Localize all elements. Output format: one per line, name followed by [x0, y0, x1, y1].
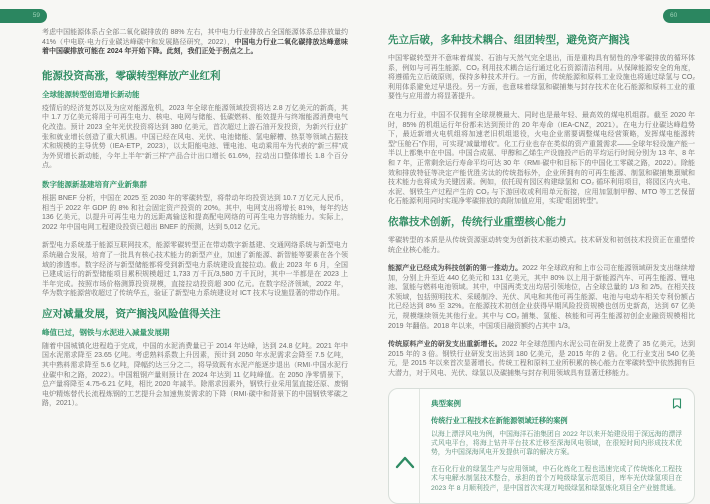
paragraph-new-power-system: 新型电力系统基于能源互联网技术，能源零碳转型正在带动数字新基建、交通网络系统与新型电力系统融合发展，培育了一批具有核心技术能力的新型产业，加速了新能源、新智能等要素在各个领域的渗透率。数字经济与新型储能都将受到新型电力系统建设直接拉动。截止 2023 年 6 月，全国已建成运行的新型储能项目累积规模超过 1,733 万千瓦/3,580 万千瓦时，其中一半都是在 2023 上半年完成。按照市场价格测算投资规模，直接拉动投资超 300 亿元。在数字经济领域，2022 年，华为数字能源营收超过了传统华五，验证了新型电力系统建设对 ICT 技术与设施显著的带动作用。	[42, 242, 348, 298]
sub-title-steel-cement-decline: 峰值已过，钢铁与水泥进入减量发展期	[42, 327, 170, 337]
paragraph-rest-energy-rd: 2022 年全球政府和上市公司在能源领域研发支出继续增加，分别上升至近 440 亿美元和 131 亿美元，其中 80% 以上用于新能源汽车、可再生能源、锂电池、氢能与燃料电池领域。其中，中国两类支出均居引领地位，占全球总量的 1/3 和 2/5。在相关技术领域，包括照明技术、采暖制冷、光伏、风电和其他可再生能源、电池与电动车相关专利份额占比已经达到 8% 至 32%。在能源技术初创企业获得早期风险投资规模也创历史新高，达到 67 亿美元，规模继续领先其他行业。其中与 CO₂ 捕集、氢能、核能和可再生能源初创企业融资规模相比 2019 年翻倍。2018 年以来，中国项目融资额约占其中 1/3。	[388, 265, 695, 330]
paragraph-materials-rd-spending	[388, 340, 695, 378]
case-box-header	[431, 398, 682, 409]
sub-title-global-energy-transition: 全球能源转型创造增长新动能	[42, 89, 140, 99]
section-title-tech-innovation: 依靠技术创新，传统行业重塑核心能力	[388, 215, 567, 228]
page-right	[355, 0, 710, 501]
paragraph-bnef-analysis: 根据 BNEF 分析，中国在 2025 至 2030 年的零碳转型，将带动年均投资达到 10.7 万亿元人民币，相当于 2022 年 GDP 的 8% 和社会固定资产投资的 20%。其中，电网支出将增长 81%，每年约达 136 亿美元，以提升可再生电力的远距离输送和提高配电网络的可再生电力容纳能力。实际上，2022 年中国电网工程建设投资已超出 BNEF 的预测，达到 5,012 亿元。	[42, 194, 348, 231]
section-title-energy-investment: 能源投资高涨，零碳转型释放产业红利	[42, 69, 221, 82]
right-page-content	[388, 28, 695, 504]
page-number-left: 59	[32, 12, 40, 19]
paragraph-energy-rd-spending	[388, 264, 695, 331]
page-number-right: 60	[670, 12, 678, 19]
paragraph-innovation-intro: 零碳转型的本质是从传统资源驱动转变为创新技术驱动模式。技术研发和初创技术投资正在重塑传统企业核心能力。	[388, 236, 695, 254]
paragraph-power-chemical-assets: 在电力行业，中国不仅拥有全球规模最大、同时也是最年轻、最高效的煤电机组群。截至 2020 年时，85% 的机组运行年份都未达到预计的 20 年寿命（IEA-CNZ，2021）。在电力行业碳达峰趋势下，最近新增火电机组将加速老旧机组退役，火电企业需要调整煤电经营策略，发挥煤电能源转型“压舱石”作用，可实现“减量增收”。化工行业也存在类似的资产重置需求——全球年轻设施产能一半以上都集中在中国。中国合成氨、甲醇和乙烯生产设施投产后的平均运行时间分别为 13 年、8 年和 7 年，正常剩余运行寿命平均可达 30 年（RMI·碳中和目标下的中国化工零碳之路，2022）。除能效和排放特征等决定产能优胜劣汰的传统指标外，企业所拥有的可再生能源、制氢和碳捕集禀赋和技术能力也将成为关键因素。例如，依托现有园区构建绿氢和 CO₂ 循环利用项目，将园区内火电、水泥、钢铁生产过程产生的 CO₂ 与下游回收或利用单元衔接，应用加氢制甲醇、MTO 等工艺保留化石能源利用同时实现净零碳排放的高附加值应用，实现“组团转型”。	[388, 111, 695, 206]
paragraph-global-energy-transition: 疫情后的经济复苏以及为应对能源危机，2023 年全球在能源领域投资将达 2.8 万亿美元的新高，其中 1.7 万亿美元将用于可再生电力、核电、电网与储能、低碳燃料、能效提升与终端能源消费电气化改造。预计 2023 全年光伏投资将达到 380 亿美元，首次超过上游石油开发投资，为新兴行业扩张和就业增长创造了重大机遇。中国已经在风电、光伏、电池储能、氢电解槽、热泵等领域占据技术和规模的主导优势（IEA-ETP，2023），以太阳能电池、锂电池、电动乘用车为代表的“新三样”成为外贸增长新动能，今年上半年“新三样”产品合计出口增长 61.6%，拉动出口整体增长 1.8 个百分点。	[42, 104, 348, 170]
case-box-label: 典型案例	[431, 398, 461, 408]
paragraph-steel-cement-decline: 随着中国城镇化进程趋于完成，中国的水泥消费量已于 2014 年达峰，达到 24.8 亿吨。2021 年中国水泥需求降至 23.65 亿吨。考虑熟料系数上升因素，预计到 2050 年水泥需求会降至 7.5 亿吨，其中熟料需求降至 5.6 亿吨，降幅约达三分之二，将导致既有水泥产能逐步退出（RMI·中国水泥行业碳中和之路，2022）。中国粗钢产量则预计在 2024 年达到 11 亿吨峰值。在 2050 净零情景下，总产量将降至 4.75-6.21 亿吨，相比 2020 年减半。除需求因素外，钢铁行业采用氢直接还原、废钢电炉精炼替代长流程炼钢的工艺提升会加速焦炭需求的下降（RMI·碳中和背景下的中国钢铁零碳之路，2021）。	[42, 342, 348, 408]
page-number-badge-right	[663, 9, 710, 23]
sub-title-digital-energy-infrastructure: 数字能源新基建培育产业新集群	[42, 179, 147, 189]
paragraph-lead-energy-rd: 能源产业已经成为科技创新的第一推动力。	[388, 265, 523, 273]
case-box-divider	[419, 389, 420, 503]
bookmark-icon	[672, 398, 682, 409]
page-left	[0, 0, 355, 501]
left-page-content	[42, 28, 348, 418]
section-title-stranded-assets: 应对减量发展，资产搁浅风险值得关注	[42, 307, 221, 320]
chevron-up-icon	[395, 455, 415, 469]
case-study-title: 传统行业工程技术在新能源领域迁移的案例	[431, 415, 568, 425]
intro-normal-text: 考虑中国能源体系占全部二氧化碳排放的 88% 左右，其中电力行业排放占全国能源体系总排放量约 41%（中电联·电力行业碳达峰碳中和发展路径研究，2022），	[42, 29, 348, 46]
intro-paragraph	[42, 28, 348, 57]
section-title-coupled-transition: 先立后破，多种技术耦合、组团转型，避免资产搁浅	[388, 34, 630, 46]
paragraph-lead-materials-rd: 传统原料产业的研发支出重新增长。	[388, 341, 502, 349]
case-paragraph-green-hydrogen: 在石化行业的绿氢生产与应用领域，中石化炼化工程也迅速完成了传统炼化工程技术与电解水制氢技术整合，承担的首个万吨级绿氢示范项目，库车光伏绿氢项目在 2023 年 8 月顺利投产，是中国首次实现万吨级绿氢和绿氢炼化项目全产业链贯通。	[431, 465, 682, 492]
case-study-box	[388, 388, 695, 504]
page-number-badge-left	[0, 9, 47, 23]
case-paragraph-offshore-wind: 以海上漂浮风电为例，中国海洋石油集团自 2022 年以来开始建设用于深远海的漂浮式风电平台，将海上钻井平台技术迁移至深海风电领域，在很短时间内形成技术优势，为中国深海风电开发提供可靠的解决方案。	[431, 430, 682, 457]
paragraph-rest-materials-rd: 2022 年全球范围内水泥公司在研发上花费了 35 亿美元，达到 2015 年的 3 倍。钢铁行业研发支出达到 180 亿美元，是 2015 年的 2 倍。化工行业支出 540 亿美元，是 2015 年以来首次显著增长。传统工程和原料工业所积累的核心能力在零碳转型中依然拥有巨大潜力，对于风电、光伏、绿氢以及碳捕集与封存利用领域具有显著迁移能力。	[388, 341, 695, 378]
paragraph-coupled-transition: 中国零碳转型并不意味着煤炭、石油与天然气完全退出，而是重构具有韧性的净零碳排放的循环体系，例如与可再生能源、CO₂ 利用技术耦合运行通过化石资源清洁利用。从保障能源安全的角度，将遵循先立后破原则，保持多种技术并行。一方面，传统能源和原料工业设施也将通过绿氢与 CO₂ 利用体系避免过早退役。另一方面，也意味着绿氢和碳捕集与封存技术在化石能源和原料工业的重要性与应用潜力将显著提升。	[388, 55, 695, 101]
intro-bold-text: 中国电力行业二氧化碳排放达峰意味着中国碳排放可能在 2024 年开始下降。此刻，我们正处于拐点之上。	[42, 38, 349, 56]
